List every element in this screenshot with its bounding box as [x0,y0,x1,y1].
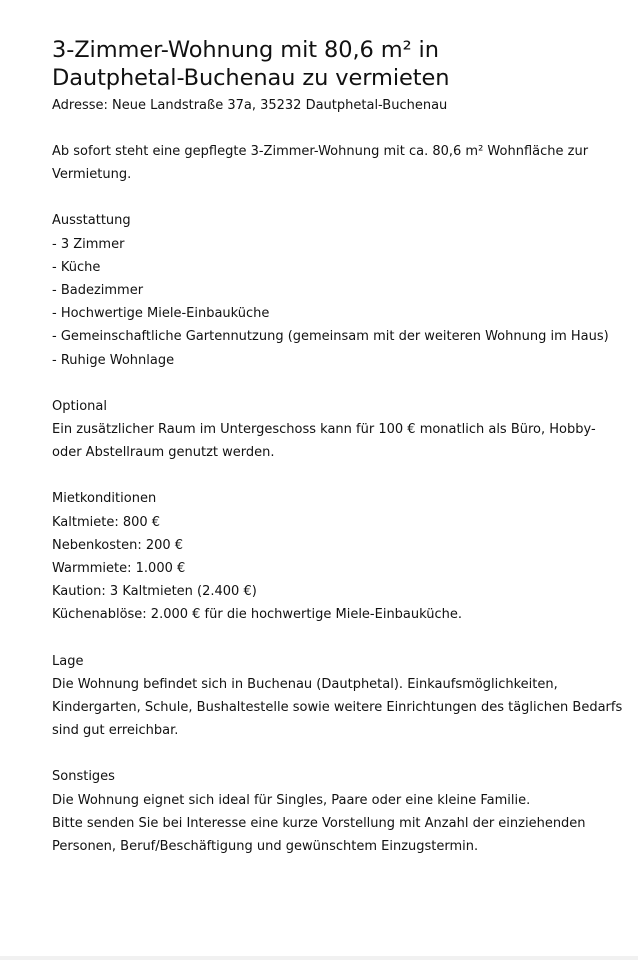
list-item: - 3 Zimmer [52,236,125,252]
section-heading: Ausstattung [52,213,131,229]
intro-line: Ab sofort steht eine gepflegte 3-Zimmer-Wohnung mit ca. 80,6 m² Wohnfläche zur [52,144,589,159]
list-item: - Hochwertige Miele-Einbauküche [52,306,270,322]
paragraph-line: Kindergarten, Schule, Bushaltestelle sowie weitere Einrichtungen des täglichen Bedarfs [52,700,623,716]
section-optional [52,395,622,465]
intro-paragraph [52,140,622,186]
paragraph-line: Bitte senden Sie bei Interesse eine kurze Vorstellung mit Anzahl der einziehenden [52,815,586,831]
list-item: - Gemeinschaftliche Gartennutzung (gemeinsam mit der weiteren Wohnung im Haus) [52,329,609,345]
title-line: Dautphetal-Buchenau zu vermieten [52,65,450,91]
condition-line: Warmmiete: 1.000 € [52,561,186,577]
page-title [52,36,622,92]
paragraph-line: Die Wohnung eignet sich ideal für Singles, Paare oder eine kleine Familie. [52,792,531,808]
section-heading: Lage [52,653,84,669]
paragraph-line: sind gut erreichbar. [52,723,179,739]
intro-line: Vermietung. [52,167,132,183]
list-item: - Badezimmer [52,283,144,299]
list-item: - Küche [52,259,101,275]
section-mietkonditionen [52,487,622,626]
listing-document [52,36,622,858]
page-bottom-edge [0,956,638,960]
paragraph-line: Personen, Beruf/Beschäftigung und gewünschtem Einzugstermin. [52,839,479,855]
section-heading: Optional [52,398,107,414]
section-ausstattung [52,209,622,371]
paragraph-line: oder Abstellraum genutzt werden. [52,445,275,461]
section-heading: Sonstiges [52,769,115,785]
condition-line: Kaution: 3 Kaltmieten (2.400 €) [52,584,257,600]
condition-line: Küchenablöse: 2.000 € für die hochwertige Miele-Einbauküche. [52,607,463,623]
list-item: - Ruhige Wohnlage [52,352,175,368]
title-line: 3-Zimmer-Wohnung mit 80,6 m² in [52,37,439,63]
address-line: Adresse: Neue Landstraße 37a, 35232 Dautphetal-Buchenau [52,98,448,113]
section-heading: Mietkonditionen [52,491,157,507]
condition-line: Kaltmiete: 800 € [52,514,161,530]
condition-line: Nebenkosten: 200 € [52,537,184,553]
section-sonstiges [52,765,622,858]
paragraph-line: Ein zusätzlicher Raum im Untergeschoss kann für 100 € monatlich als Büro, Hobby- [52,422,596,438]
paragraph-line: Die Wohnung befindet sich in Buchenau (Dautphetal). Einkaufsmöglichkeiten, [52,676,558,692]
section-lage [52,650,622,743]
